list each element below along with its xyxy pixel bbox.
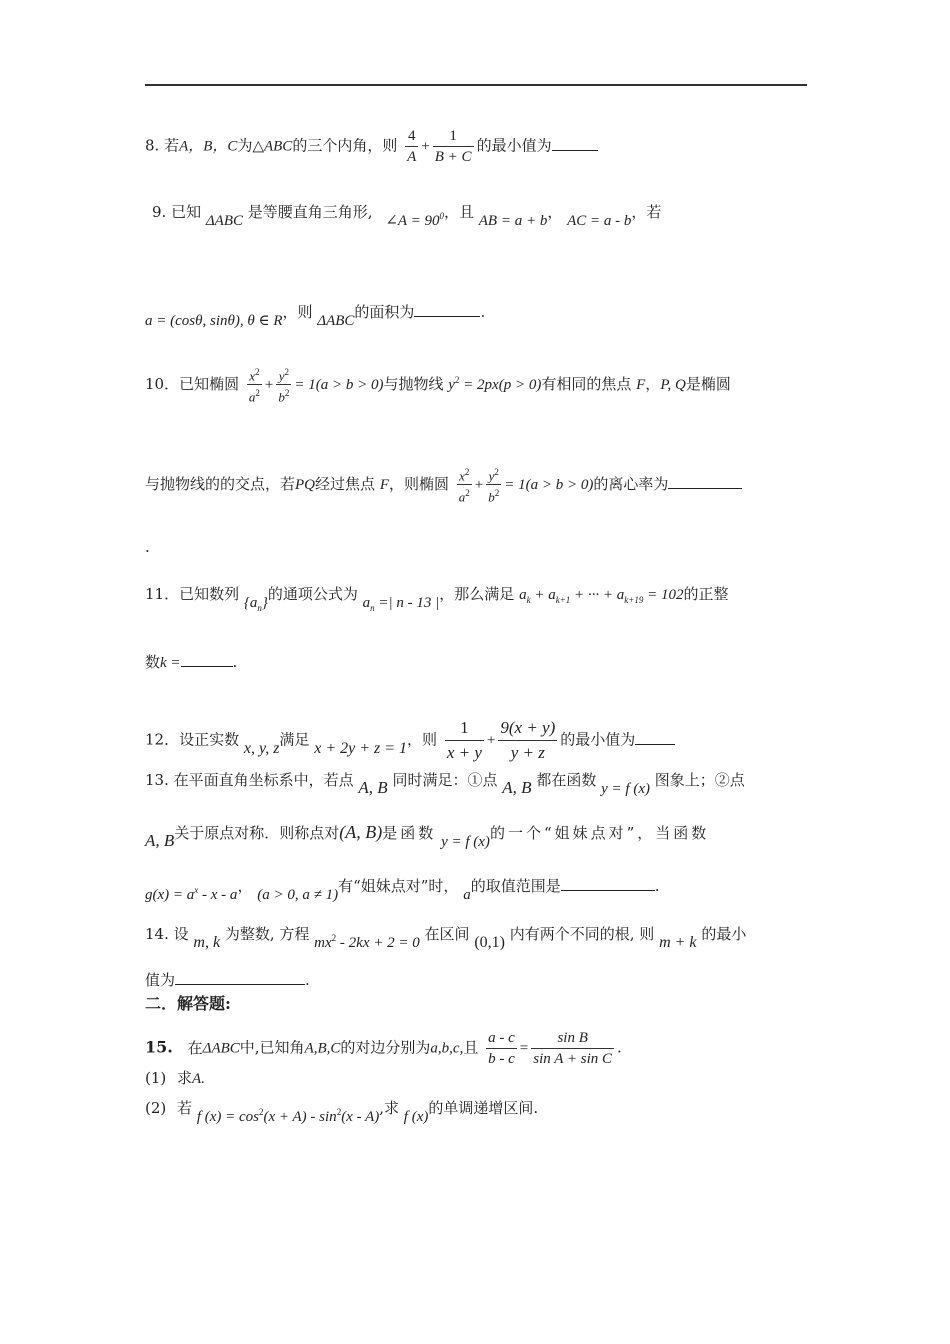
q10-a: a [248,389,256,405]
q8-answer-blank [552,136,598,151]
q15-f2-den: sin A + sin C [531,1048,614,1069]
q8-fraction-1 [405,126,418,167]
q14-text-1: 为整数, 方程 [224,925,310,943]
q10-text-7: ，则椭圆 [388,474,449,493]
q11-sum-a: a [519,587,527,603]
q13-condition: (a > 0, a ≠ 1) [257,887,339,903]
q8-label: 8. 若 [145,136,180,155]
q10-answer-blank [668,474,742,489]
q11-k: k = [160,655,181,671]
q12-end: 的最小值为 [560,730,636,749]
q13-g-exp: x [194,885,199,895]
q15-p1-text: 求 [177,1069,193,1087]
q11-text-4: 数 [145,653,161,671]
q9-dot: . [480,303,486,321]
q9-angle: ∠A = 90 [385,213,440,229]
q15-p2-sup2: 2 [336,1107,342,1117]
q11-text-1: 的通项公式为 [267,585,358,603]
q15-p1-num: (1) [145,1069,167,1087]
q12-condition: x + 2y + z = 1 [314,739,408,757]
q13-function: y = f (x) [601,781,650,797]
q13-a: a [463,887,471,903]
q15-p2-sup1: 2 [259,1107,264,1117]
q10-text-1: 与抛物线 [383,374,444,393]
q10-pq: P, Q [660,376,686,393]
q12-answer-blank [635,730,675,745]
q15-text-3: 的对边分别为 [340,1038,431,1057]
q14-text-3: 内有两个不同的根, 则 [509,925,655,943]
q10-eq1: = 1(a > b > 0) [294,376,384,393]
q13-ab-1: A, B [358,778,388,797]
q10-ellipse-y-frac: $\frac{y^2}{b^2}$ [278,367,290,405]
q12-text-1: 满足 [279,730,310,749]
q11-answer-blank [181,652,233,667]
q13-g-rest: - x - a [202,887,238,903]
q15-p2-end: 的单调递增区间. [428,1099,539,1117]
q14-eq-sup: 2 [331,933,337,943]
q13-text-7: ， [237,877,253,895]
q15-angles: A,B,C [304,1040,341,1057]
q10-x-2: x [459,468,465,484]
q15-fraction-2 [531,1028,614,1069]
question-8 [145,126,598,167]
q13-pair: (A, B) [339,822,383,842]
q10-b: b [278,389,285,405]
q8-f2-den: B + C [433,146,474,167]
q13-g: g(x) = a [145,887,195,903]
q9-triangle-2: ΔABC [317,313,355,329]
q15-f2-num: sin B [557,1030,588,1046]
question-13-line-2 [145,822,710,850]
q14-mk: m, k [193,934,221,951]
q10-pq-2: PQ [295,476,316,493]
q15-p2-f: f (x) = cos [196,1109,260,1125]
question-14-line-2 [145,970,310,990]
q11-sub-k1: k+1 [555,595,571,605]
question-15-part-1 [145,1068,205,1089]
question-10-line-2: 与抛物线的的交点，若PQ经过焦点 F，则椭圆 $\frac{x^2}{a^2}$ + $\frac{y^2}{b^2}$ = 1(a > b > 0)的离心率为 [145,464,742,506]
q10-x: x [249,368,256,384]
q11-seq-sub: n [257,603,262,613]
q10-text-8: 的离心率为 [593,474,669,493]
q15-f1-num: a - c [488,1030,515,1046]
q15-p2-text: 若 [177,1099,193,1117]
q10-ellipse-y-frac-2: $\frac{y^2}{b^2}$ [488,467,500,505]
q9-answer-blank [414,302,480,317]
q11-text-2: ，那么满足 [439,585,515,603]
q8-f1-num: 4 [407,128,416,144]
question-9-line-2 [145,302,486,329]
q10-dot: . [145,538,150,556]
q13-text-4: 关于原点对称．则称点对 [174,824,340,842]
q8-f1-den: A [405,146,418,167]
q13-text-5: 是函数 [382,824,437,842]
q11-label: 11．已知数列 [145,585,240,603]
q8-text-2: 的三个内角，则 [292,136,398,155]
q15-sides: a,b,c, [430,1040,464,1057]
q12-f1-num: 1 [460,718,469,737]
question-14 [145,920,747,951]
q13-text-2: 都在函数 [536,771,597,789]
q8-text: 为△ [237,136,264,155]
q11-sum-plus: + a [534,587,556,603]
q15-p2-end-expr: (x - A) [341,1109,380,1125]
question-11 [145,584,729,613]
header-rule [145,84,807,86]
question-12 [145,716,675,765]
q13-text-8: 有“姐妹点对”时， [338,877,459,895]
q14-sum: m + k [659,934,697,951]
q10-text-4: 是椭圆 [685,374,731,393]
q9-triangle: ΔABC [205,213,244,229]
q15-text-2: 中,已知角 [239,1038,305,1057]
q12-fraction-2 [498,716,557,765]
q10-parabola: = 2px(p > 0) [463,376,542,393]
q8-end: 的最小值为 [476,136,552,155]
q14-eq-rest: - 2kx + 2 = 0 [339,935,420,951]
question-10: 10．已知椭圆 $\frac{x^2}{a^2}$ + $\frac{y^2}{b^2}$ = 1(a > b > 0)与抛物线 $y^2 = 2px(p > 0)$有相同的焦点 F，P, Q是椭圆 [145,364,731,406]
q15-text-4: 且 [463,1038,479,1057]
q14-text-2: 在区间 [424,925,470,943]
q10-b-2: b [488,489,495,505]
q9-degree: 0 [439,211,444,221]
q13-dot: . [654,877,660,895]
question-13-line-3 [145,872,660,903]
q9-text-2: ，且 [443,203,474,221]
q8-triangle: ABC [263,138,293,155]
question-9 [152,198,662,229]
q9-text-3: ， [547,203,563,221]
q14-answer-blank [175,970,305,985]
q13-text-3: 图象上；②点 [654,771,745,789]
q10-parabola-y: y [448,376,455,393]
q10-ellipse-x-frac: $\frac{x^2}{a^2}$ [248,367,260,405]
q11-seq-close: } [261,595,268,611]
q10-focus-2: F [379,476,389,493]
q11-sum-dots: + ··· + a [574,587,625,603]
q8-vars: A，B，C [179,138,238,155]
q9-text-1: 是等腰直角三角形, [247,203,373,221]
q9-text-6: 的面积为 [354,303,415,321]
q9-label: 9. 已知 [152,203,202,221]
q12-f2-num: 9(x + y) [500,718,556,737]
q9-text-4: ，若 [631,203,662,221]
q15-fraction-1 [486,1028,517,1069]
q15-p2-mid: (x + A) - sin [263,1109,337,1125]
q8-f2-num: 1 [449,128,457,144]
q14-label: 14. 设 [145,925,189,943]
q10-focus: F [636,376,646,393]
q11-an-formula: =| n - 13 | [378,595,440,611]
q10-text-5: 与抛物线的的交点，若 [145,474,296,493]
q10-text-6: 经过焦点 [315,474,376,493]
q15-f1-den: b - c [486,1048,517,1069]
q10-text-3: ， [645,374,661,393]
q9-text-5: ，则 [282,303,313,321]
q9-ab: AB = a + b [478,213,548,229]
q13-label: 13. 在平面直角坐标系中，若点 [145,771,354,789]
question-13 [145,770,745,797]
q10-ellipse-x-frac-2: $\frac{x^2}{a^2}$ [458,467,470,505]
q11-an: a [362,595,371,611]
q11-eq: = 102 [647,587,684,603]
q15-p2-f2: f (x) [403,1109,429,1125]
q15-p2-num: (2) [145,1099,167,1117]
q14-text-4: 的最小 [701,925,747,943]
q9-vector-a: a = (cosθ, sinθ), θ ∈ R [145,313,283,329]
q14-text-5: 值为 [145,971,176,989]
q12-vars: x, y, z [243,739,280,757]
q15-text-1: 在 [187,1038,203,1057]
q15-triangle: ΔABC [202,1040,240,1057]
question-10-line-3 [145,537,150,557]
q11-an-sub: n [370,603,375,613]
q14-interval: (0,1) [474,934,505,951]
q8-fraction-2 [433,126,474,167]
q11-text-3: 的正整 [683,585,729,603]
q11-sub-k19: k+19 [624,595,644,605]
q14-eq: mx [314,935,332,951]
question-15 [145,1028,622,1069]
q12-text-2: ，则 [407,730,438,749]
q9-ac: AC = a - b [567,213,632,229]
q15-dot: . [617,1038,622,1057]
q10-label: 10．已知椭圆 [145,374,240,393]
q10-y: y [278,368,285,384]
q10-text-2: 有相同的焦点 [541,374,632,393]
question-15-part-2 [145,1094,539,1125]
q12-f1-den: x + y [445,740,484,765]
q13-text-1: 同时满足：①点 [392,771,498,789]
q13-answer-blank [561,876,655,891]
q14-dot: . [305,971,310,989]
q10-a-2: a [458,489,466,505]
q10-y-2: y [488,468,495,484]
q15-label: 15. [145,1037,173,1057]
q12-fraction-1 [445,716,484,765]
q12-f2-den: y + z [498,740,557,765]
q10-eq2: = 1(a > b > 0) [504,476,594,493]
q15-eq: = [519,1040,529,1057]
q8-plus: + [421,138,430,155]
q13-ab-2: A, B [502,778,532,797]
section-heading: 二．解答题: [145,994,231,1013]
q13-function-2: y = f (x) [441,834,490,850]
q15-p2-text-2: ,求 [379,1099,400,1117]
q11-seq: {a [243,595,258,611]
q15-p1-var: A. [192,1071,205,1087]
question-11-line-2 [145,652,237,673]
q13-text-6: 的一个“姐妹点对”，当函数 [489,824,710,842]
q12-plus: + [486,732,496,749]
q13-ab-3: A, B [145,831,175,850]
q12-label: 12．设正实数 [145,730,240,749]
q13-text-9: 的取值范围是 [470,877,561,895]
q11-dot: . [232,653,238,671]
q11-sub-k: k [526,595,531,605]
